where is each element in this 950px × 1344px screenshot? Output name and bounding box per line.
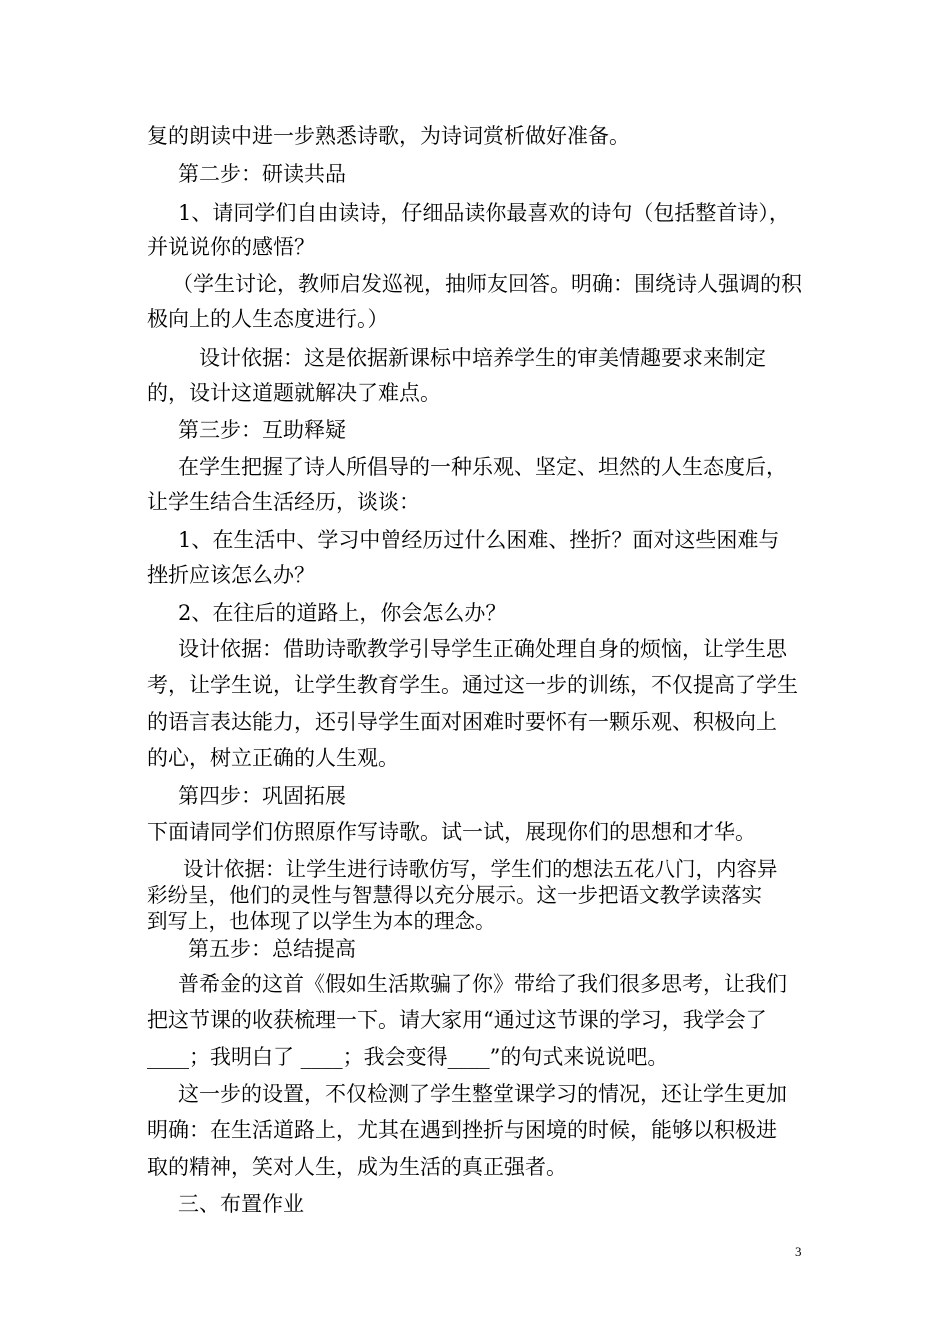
text-line: 设计依据：借助诗歌教学引导学生正确处理自身的烦恼，让学生思 (178, 637, 787, 661)
text-line: 到写上，也体现了以学生为本的理念。 (147, 909, 496, 933)
step-heading: 第二步：研读共品 (178, 162, 346, 186)
text-line: 取的精神，笑对人生，成为生活的真正强者。 (147, 1155, 567, 1179)
section-heading: 三、布置作业 (178, 1192, 304, 1216)
text-line: （学生讨论，教师启发巡视，抽师友回答。明确：围绕诗人强调的积 (172, 272, 802, 296)
text-line: 设计依据：这是依据新课标中培养学生的审美情趣要求来制定 (199, 346, 766, 370)
text-line: 在学生把握了诗人所倡导的一种乐观、坚定、坦然的人生态度后， (178, 455, 787, 479)
step-heading: 第五步：总结提高 (188, 937, 356, 961)
text-line: 把这节课的收获梳理一下。请大家用“通过这节课的学习，我学会了 (147, 1008, 767, 1032)
text-line: 极向上的人生态度进行。） (147, 307, 389, 331)
step-heading: 第三步：互助释疑 (178, 418, 346, 442)
text-line: 1、请同学们自由读诗，仔细品读你最喜欢的诗句（包括整首诗）， (178, 201, 790, 225)
step-heading: 第四步：巩固拓展 (178, 784, 346, 808)
text-line: 考，让学生说，让学生教育学生。通过这一步的训练，不仅提高了学生 (147, 673, 798, 697)
text-line: 的语言表达能力，还引导学生面对困难时要怀有一颗乐观、积极向上 (147, 710, 777, 734)
text-line: 挫折应该怎么办？ (147, 563, 315, 587)
text-line: 复的朗读中进一步熟悉诗歌，为诗词赏析做好准备。 (147, 124, 630, 148)
text-line: 下面请同学们仿照原作写诗歌。试一试，展现你们的思想和才华。 (147, 820, 756, 844)
text-line: 普希金的这首《假如生活欺骗了你》带给了我们很多思考，让我们 (178, 972, 787, 996)
text-line: 2、在往后的道路上，你会怎么办？ (178, 601, 507, 625)
text-line: 1、在生活中、学习中曾经历过什么困难、挫折？面对这些困难与 (178, 528, 780, 552)
text-line: 设计依据：让学生进行诗歌仿写，学生们的想法五花八门，内容异 (183, 857, 778, 881)
text-line: 彩纷呈，他们的灵性与智慧得以充分展示。这一步把语文教学读落实 (147, 883, 762, 907)
text-line: 的心，树立正确的人生观。 (147, 746, 399, 770)
text-line: 让学生结合生活经历，谈谈： (147, 490, 420, 514)
text-line: 并说说你的感悟？ (147, 235, 315, 259)
text-line: 的，设计这道题就解决了难点。 (147, 381, 441, 405)
page-number: 3 (795, 1244, 802, 1259)
text-line: 这一步的设置，不仅检测了学生整堂课学习的情况，还让学生更加 (178, 1082, 787, 1106)
text-line: ____；我明白了 ____；我会变得____”的句式来说说吧。 (147, 1045, 669, 1069)
text-line: 明确：在生活道路上，尤其在遇到挫折与困境的时候，能够以积极进 (147, 1118, 777, 1142)
